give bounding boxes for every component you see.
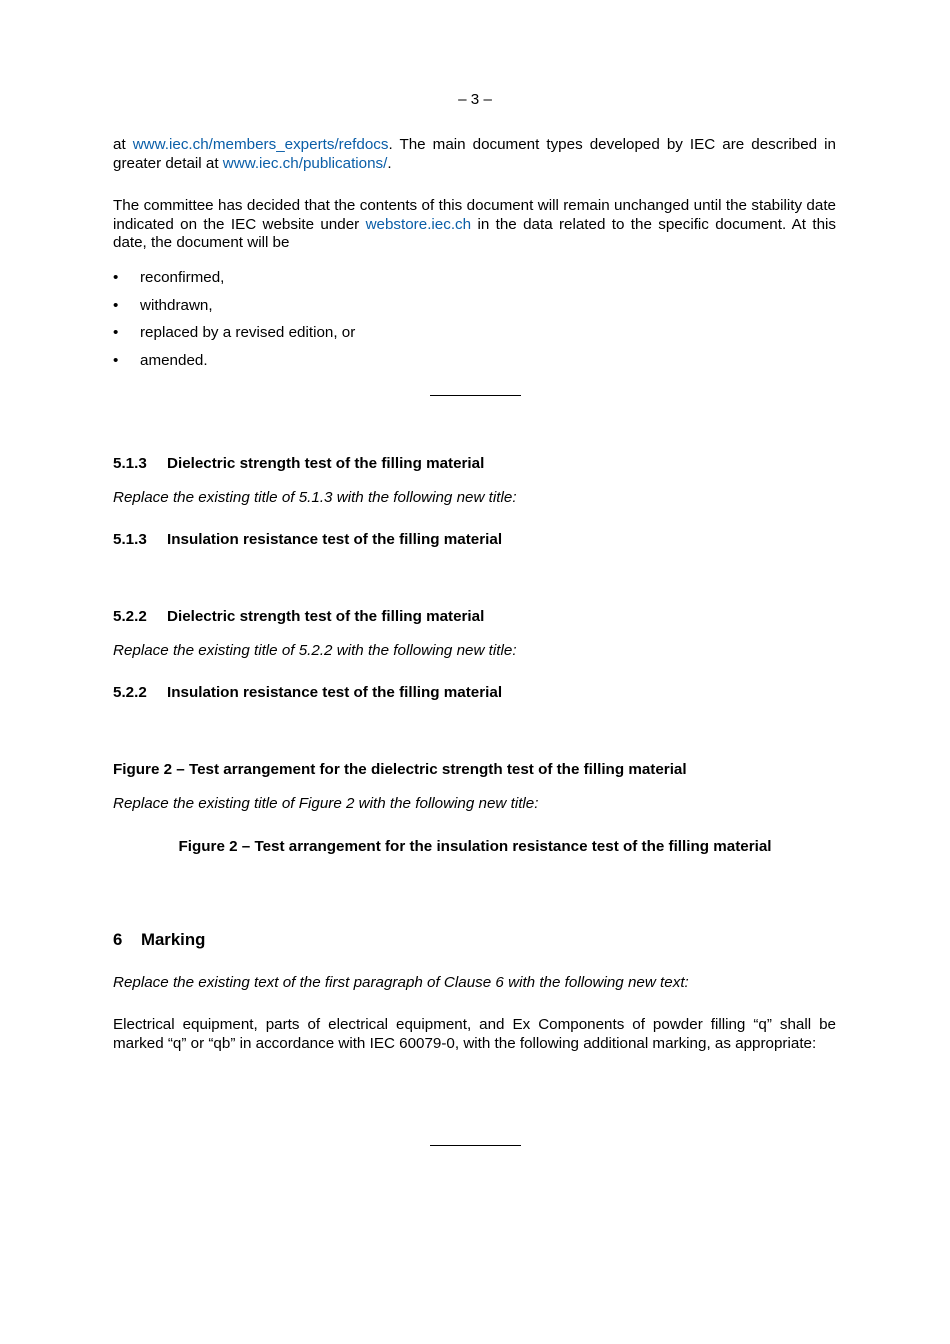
text-span: . bbox=[387, 154, 392, 172]
intro-paragraph-stability bbox=[113, 197, 836, 253]
list-item: replaced by a revised edition, or bbox=[140, 324, 356, 341]
text-span: in the data related to the specific document. At this date, the document will be bbox=[113, 215, 837, 251]
heading-number: 5.2.2 bbox=[113, 684, 147, 701]
webstore-link[interactable]: webstore.iec.ch bbox=[365, 215, 472, 233]
heading-number: 5.1.3 bbox=[113, 531, 147, 548]
heading-number: 5.2.2 bbox=[113, 608, 147, 625]
instruction-5-2-2: Replace the existing title of 5.2.2 with the following new title: bbox=[113, 642, 517, 659]
heading-5-2-2-old bbox=[113, 608, 484, 625]
intro-paragraph-refdocs bbox=[113, 136, 836, 173]
publications-link[interactable]: www.iec.ch/publications/ bbox=[222, 154, 388, 172]
clause-6-body: Electrical equipment, parts of electrical equipment, and Ex Components of powder filling “q” shall be marked “q” or “qb” in accordance with IEC 60079-0, with the following additional marking, as appropriate: bbox=[113, 1016, 836, 1052]
heading-title: Marking bbox=[141, 930, 206, 949]
heading-5-1-3-new bbox=[113, 531, 502, 548]
list-item: amended. bbox=[140, 352, 208, 369]
heading-5-2-2-new bbox=[113, 684, 502, 701]
heading-title: Dielectric strength test of the filling material bbox=[167, 608, 485, 625]
heading-number: 5.1.3 bbox=[113, 455, 147, 472]
heading-title: Dielectric strength test of the filling material bbox=[167, 455, 485, 472]
bullet-icon: • bbox=[113, 269, 119, 286]
clause-6-heading bbox=[113, 930, 205, 950]
bullet-icon: • bbox=[113, 297, 119, 314]
list-item: withdrawn, bbox=[140, 297, 213, 314]
text-span: at bbox=[113, 136, 133, 153]
heading-title: Insulation resistance test of the filling material bbox=[167, 531, 503, 548]
heading-title: Insulation resistance test of the filling material bbox=[167, 684, 503, 701]
bullet-icon: • bbox=[113, 324, 119, 341]
instruction-5-1-3: Replace the existing title of 5.1.3 with the following new title: bbox=[113, 489, 517, 506]
separator-rule bbox=[430, 395, 521, 396]
bullet-icon: • bbox=[113, 352, 119, 369]
page-number: – 3 – bbox=[458, 91, 492, 108]
instruction-clause-6: Replace the existing text of the first paragraph of Clause 6 with the following new text: bbox=[113, 974, 689, 991]
figure-2-old-caption: Figure 2 – Test arrangement for the dielectric strength test of the filling material bbox=[113, 761, 687, 778]
refdocs-link[interactable]: www.iec.ch/members_experts/refdocs bbox=[132, 136, 389, 153]
text-span: The committee has decided that the contents of this document will remain unchanged until the stability date indicated on the IEC website under bbox=[113, 197, 836, 233]
heading-number: 6 bbox=[113, 930, 123, 949]
separator-rule bbox=[430, 1145, 521, 1146]
text-span: . The main document types developed by IEC are described in greater detail at bbox=[113, 136, 836, 172]
list-item: reconfirmed, bbox=[140, 269, 225, 286]
heading-5-1-3-old bbox=[113, 455, 484, 472]
figure-2-new-caption: Figure 2 – Test arrangement for the insulation resistance test of the filling material bbox=[178, 838, 772, 855]
instruction-figure-2: Replace the existing title of Figure 2 with the following new title: bbox=[113, 795, 539, 812]
